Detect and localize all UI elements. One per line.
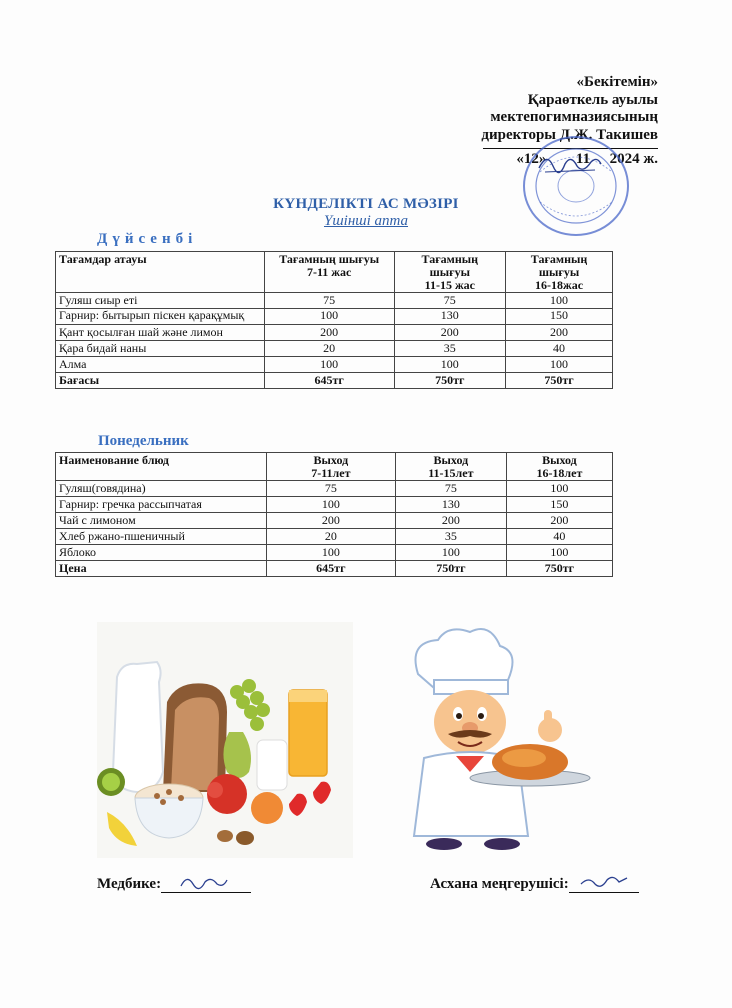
portion-cell: 20 bbox=[266, 529, 395, 545]
menu-title: КҮНДЕЛІКТІ АС МӘЗІРІ bbox=[273, 196, 459, 212]
header-dish: Наименование блюд bbox=[56, 453, 267, 481]
menu-table-kz bbox=[55, 251, 613, 389]
healthy-food-illustration-icon bbox=[97, 622, 353, 858]
nurse-label: Медбике: bbox=[97, 876, 162, 892]
portion-cell: 75 bbox=[394, 293, 506, 309]
price-cell: 645тг bbox=[266, 561, 395, 577]
header-portion-11-15: Тағамның шығуы 11-15 жас bbox=[394, 252, 506, 293]
table-row bbox=[56, 357, 613, 373]
portion-cell: 200 bbox=[506, 325, 613, 341]
portion-cell: 100 bbox=[395, 545, 506, 561]
approval-line-1: «Бекітемін» bbox=[576, 74, 658, 90]
dish-name: Гарнир: гречка рассыпчатая bbox=[56, 497, 267, 513]
table-header-row bbox=[56, 252, 613, 293]
portion-cell: 100 bbox=[266, 545, 395, 561]
table-row bbox=[56, 497, 613, 513]
dish-name: Хлеб ржано-пшеничный bbox=[56, 529, 267, 545]
portion-cell: 100 bbox=[264, 309, 394, 325]
dish-name: Қант қосылған шай және лимон bbox=[56, 325, 265, 341]
header-portion-7-11: Выход 7-11лет bbox=[266, 453, 395, 481]
portion-cell: 100 bbox=[394, 357, 506, 373]
table-total-row bbox=[56, 373, 613, 389]
price-cell: 750тг bbox=[394, 373, 506, 389]
header-portion-11-15: Выход 11-15лет bbox=[395, 453, 506, 481]
portion-cell: 200 bbox=[266, 513, 395, 529]
dish-name: Алма bbox=[56, 357, 265, 373]
date-year: 2024 ж. bbox=[609, 151, 658, 167]
header-portion-7-11: Тағамның шығуы 7-11 жас bbox=[264, 252, 394, 293]
portion-cell: 100 bbox=[266, 497, 395, 513]
dish-name: Чай с лимоном bbox=[56, 513, 267, 529]
menu-table-ru bbox=[55, 452, 613, 577]
price-cell: 645тг bbox=[264, 373, 394, 389]
dish-name: Гуляш сиыр еті bbox=[56, 293, 265, 309]
portion-cell: 100 bbox=[506, 293, 613, 309]
table-row bbox=[56, 341, 613, 357]
price-cell: 750тг bbox=[506, 561, 612, 577]
table-row bbox=[56, 293, 613, 309]
menu-subtitle: Үшінші апта bbox=[323, 213, 409, 229]
approval-line-3: мектепогимназиясының bbox=[490, 109, 658, 125]
portion-cell: 75 bbox=[266, 481, 395, 497]
kitchen-head-signature-line bbox=[569, 878, 639, 893]
portion-cell: 100 bbox=[264, 357, 394, 373]
portion-cell: 200 bbox=[506, 513, 612, 529]
price-label: Цена bbox=[56, 561, 267, 577]
portion-cell: 130 bbox=[395, 497, 506, 513]
price-cell: 750тг bbox=[395, 561, 506, 577]
table-row bbox=[56, 529, 613, 545]
kitchen-head-signature-icon bbox=[579, 872, 629, 892]
table-row bbox=[56, 309, 613, 325]
director-signature-icon bbox=[535, 150, 605, 180]
portion-cell: 100 bbox=[506, 357, 613, 373]
portion-cell: 35 bbox=[394, 341, 506, 357]
nurse-signature-field bbox=[97, 876, 251, 893]
chef-illustration-icon bbox=[378, 622, 636, 858]
date-day: «12» bbox=[516, 151, 547, 167]
portion-cell: 200 bbox=[264, 325, 394, 341]
day-heading-ru: Понедельник bbox=[98, 433, 189, 449]
nurse-signature-line bbox=[161, 878, 251, 893]
portion-cell: 200 bbox=[395, 513, 506, 529]
dish-name: Гуляш(говядина) bbox=[56, 481, 267, 497]
portion-cell: 100 bbox=[506, 545, 612, 561]
portion-cell: 35 bbox=[395, 529, 506, 545]
dish-name: Гарнир: бытырып піскен қарақұмық bbox=[56, 309, 265, 325]
approval-line-4: директоры Д.Ж. Такишев bbox=[481, 126, 658, 143]
table-header-row bbox=[56, 453, 613, 481]
portion-cell: 40 bbox=[506, 341, 613, 357]
portion-cell: 150 bbox=[506, 497, 612, 513]
day-heading-kz: Дүйсенбі bbox=[97, 231, 198, 247]
nurse-signature-icon bbox=[179, 872, 229, 892]
kitchen-head-signature-field bbox=[430, 876, 639, 893]
price-cell: 750тг bbox=[506, 373, 613, 389]
portion-cell: 75 bbox=[264, 293, 394, 309]
table-row bbox=[56, 545, 613, 561]
portion-cell: 40 bbox=[506, 529, 612, 545]
table-total-row bbox=[56, 561, 613, 577]
kitchen-head-label: Асхана меңгерушісі: bbox=[430, 876, 569, 892]
portion-cell: 200 bbox=[394, 325, 506, 341]
dish-name: Яблоко bbox=[56, 545, 267, 561]
header-portion-16-18: Тағамның шығуы 16-18жас bbox=[506, 252, 613, 293]
header-dish: Тағамдар атауы bbox=[56, 252, 265, 293]
portion-cell: 100 bbox=[506, 481, 612, 497]
portion-cell: 20 bbox=[264, 341, 394, 357]
price-label: Бағасы bbox=[56, 373, 265, 389]
table-row bbox=[56, 325, 613, 341]
table-row bbox=[56, 481, 613, 497]
portion-cell: 75 bbox=[395, 481, 506, 497]
date-month: 11 bbox=[575, 151, 591, 167]
table-row bbox=[56, 513, 613, 529]
approval-line-2: Қараөткель ауылы bbox=[527, 91, 658, 108]
dish-name: Қара бидай наны bbox=[56, 341, 265, 357]
portion-cell: 130 bbox=[394, 309, 506, 325]
header-portion-16-18: Выход 16-18лет bbox=[506, 453, 612, 481]
portion-cell: 150 bbox=[506, 309, 613, 325]
